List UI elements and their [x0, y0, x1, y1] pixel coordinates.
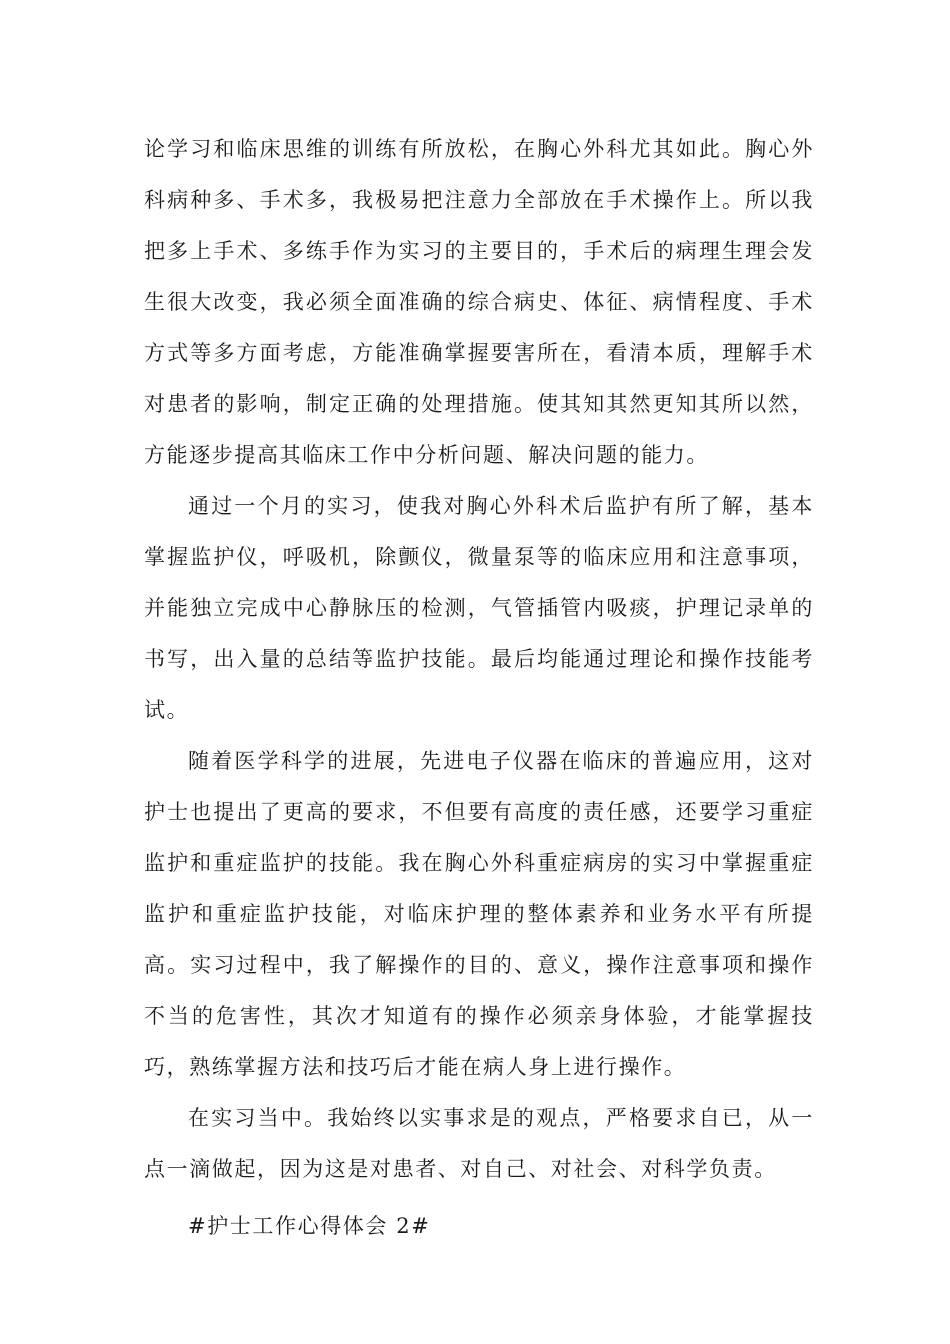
paragraph-attitude: 在实习当中。我始终以实事求是的观点，严格要求自已，从一点一滴做起，因为这是对患者、对自己、对社会、对科学负责。 [144, 1106, 814, 1181]
paragraph-continuation: 论学习和临床思维的训练有所放松，在胸心外科尤其如此。胸心外科病种多、手术多，我极易把注意力全部放在手术操作上。所以我把多上手术、多练手作为实习的主要目的，手术后的病理生理会发生很大改变，我必须全面准确的综合病史、体征、病情程度、手术方式等多方面考虑，方能准确掌握要害所在，看清本质，理解手术对患者的影响，制定正确的处理措施。使其知其然更知其所以然，方能逐步提高其临床工作中分析问题、解决问题的能力。 [144, 137, 814, 467]
paragraph-medical-progress: 随着医学科学的进展，先进电子仪器在临床的普遍应用，这对护士也提出了更高的要求，不但要有高度的责任感，还要学习重症监护和重症监护的技能。我在胸心外科重症病房的实习中掌握重症监护和重症监护技能，对临床护理的整体素养和业务水平有所提高。实习过程中，我了解操作的目的、意义，操作注意事项和操作不当的危害性，其次才知道有的操作必须亲身体验，才能掌握技巧，熟练掌握方法和技巧后才能在病人身上进行操作。 [144, 749, 814, 1079]
paragraph-internship-skills: 通过一个月的实习，使我对胸心外科术后监护有所了解，基本掌握监护仪，呼吸机，除颤仪，微量泵等的临床应用和注意事项，并能独立完成中心静脉压的检测，气管插管内吸痰，护理记录单的书写，出入量的总结等监护技能。最后均能通过理论和操作技能考试。 [144, 494, 814, 722]
document-body [144, 124, 814, 1252]
section-heading: #护士工作心得体会 2# [188, 1214, 431, 1238]
